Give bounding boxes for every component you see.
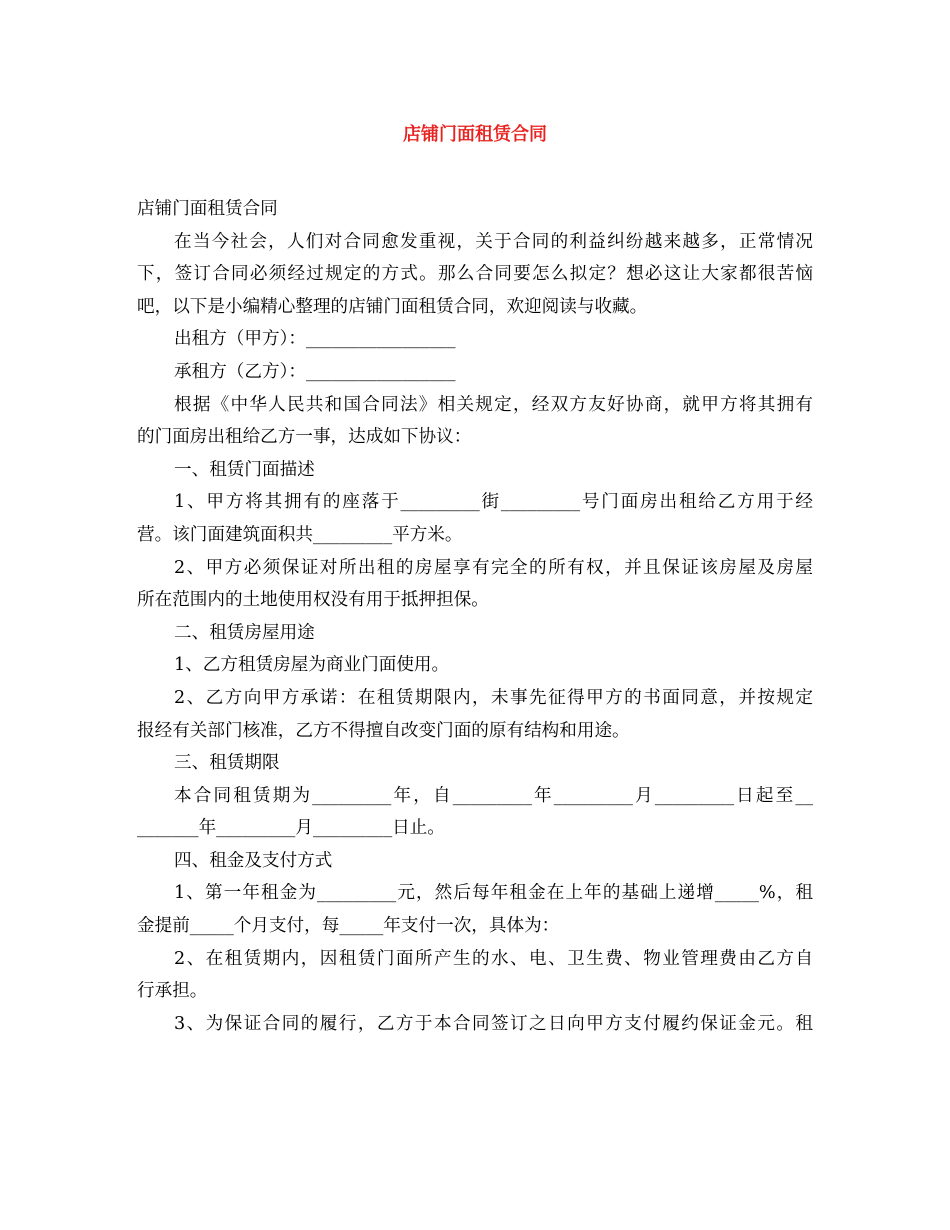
document-title: 店铺门面租赁合同: [403, 124, 547, 145]
body-line: 金提前_____个月支付，每_____年支付一次，具体为：: [137, 916, 560, 937]
section-heading: 三、租赁期限: [174, 753, 280, 774]
body-line: 店铺门面租赁合同: [137, 199, 278, 219]
body-line: _______年_________月_________日止。: [137, 818, 445, 839]
body-line: 1、甲方将其拥有的座落于_________街_________号门面房出租给乙方用于经: [174, 492, 813, 513]
body-line: 吧，以下是小编精心整理的店铺门面租赁合同，欢迎阅读与收藏。: [137, 296, 648, 317]
body-line: 行承担。: [137, 981, 208, 1002]
section-heading: 二、租赁房屋用途: [174, 622, 315, 643]
body-line: 所在范围内的土地使用权没有用于抵押担保。: [137, 590, 489, 611]
body-line: 2、在租赁期内，因租赁门面所产生的水、电、卫生费、物业管理费由乙方自: [174, 948, 813, 969]
body-line: 1、第一年租金为_________元，然后每年租金在上年的基础上递增_____%，租: [174, 883, 813, 904]
document-body: [137, 193, 813, 1040]
body-line: 本合同租赁期为_________年，自_________年_________月_________日起至__: [174, 785, 813, 806]
body-line: 2、乙方向甲方承诺：在租赁期限内，未事先征得甲方的书面同意，并按规定: [174, 687, 813, 708]
body-line: 根据《中华人民共和国合同法》相关规定，经双方友好协商，就甲方将其拥有: [174, 394, 813, 415]
lessee-field: 承租方（乙方）：_________________: [174, 361, 456, 382]
lessor-field: 出租方（甲方）：_________________: [174, 329, 456, 350]
body-line: 在当今社会，人们对合同愈发重视，关于合同的利益纠纷越来越多，正常情况: [174, 231, 813, 252]
body-line: 下，签订合同必须经过规定的方式。那么合同要怎么拟定？想必这让大家都很苦恼: [137, 264, 813, 285]
section-heading: 四、租金及支付方式: [174, 850, 333, 871]
body-line: 1、乙方租赁房屋为商业门面使用。: [174, 655, 450, 676]
body-line: 报经有关部门核准，乙方不得擅自改变门面的原有结构和用途。: [137, 720, 630, 741]
body-line: 的门面房出租给乙方一事，达成如下协议：: [137, 427, 472, 448]
section-heading: 一、租赁门面描述: [174, 459, 315, 480]
body-line: 2、甲方必须保证对所出租的房屋享有完全的所有权，并且保证该房屋及房屋: [174, 557, 813, 578]
body-line: 营。该门面建筑面积共_________平方米。: [137, 524, 463, 545]
body-line: 3、为保证合同的履行，乙方于本合同签订之日向甲方支付履约保证金元。租: [174, 1013, 813, 1034]
